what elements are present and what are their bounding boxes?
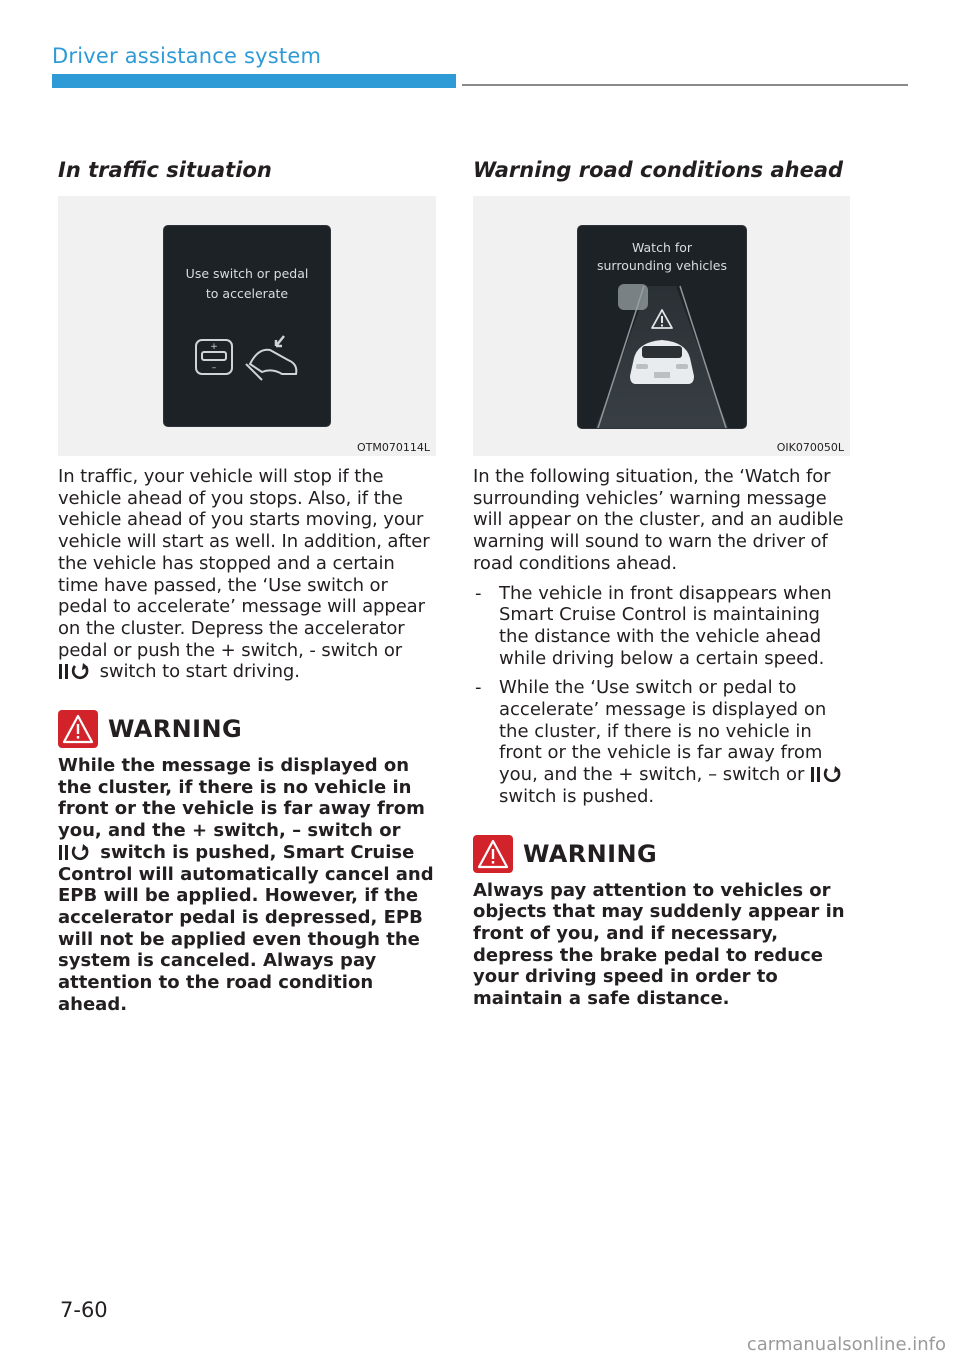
screen-message-line1: Watch for (631, 240, 693, 255)
watermark[interactable]: carmanualsonline.info (746, 1334, 946, 1355)
left-warning-text-start: While the message is displayed on the cluster, if there is no vehicle in front or the vehicle is far away from you, and the + switch, – switch or (58, 755, 425, 842)
driving-assist-switch-icon (810, 765, 846, 783)
left-warning-title: WARNING (108, 715, 243, 744)
left-paragraph (58, 466, 436, 683)
header-accent-bar (52, 74, 456, 88)
warning-triangle-icon (58, 710, 98, 748)
figure-code: OTM070114L (357, 441, 430, 454)
driving-assist-switch-icon (58, 843, 94, 861)
screen-message-line2: to accelerate (205, 286, 289, 301)
left-paragraph-text: In traffic, your vehicle will stop if the vehicle ahead of you stops. Also, if the vehicle ahead of you starts moving, your vehicle will start as well. In addition, after the vehicle has stopped and a certain time have passed, the ‘Use switch or pedal to accelerate’ message will appear on the cluster. Depress the accelerator pedal or push the + switch, - switch or (58, 466, 430, 661)
left-figure (58, 196, 436, 456)
header-rule (462, 84, 908, 86)
left-warning-header (58, 709, 436, 749)
warning-triangle-icon (473, 835, 513, 873)
right-warning-header (473, 834, 851, 874)
right-warning-text: Always pay attention to vehicles or objects that may suddenly appear in front of you, and if necessary, depress the brake pedal to reduce your driving speed in order to maintain a safe distance. (473, 879, 845, 1010)
right-warning-title: WARNING (523, 839, 658, 868)
bullet-text-start: While the ‘Use switch or pedal to accelerate’ message is displayed on the cluster, if there is no vehicle in front or the vehicle is far away from you, and the + switch, – switch or (499, 677, 827, 786)
left-paragraph-text-end: switch to start driving. (99, 661, 300, 683)
left-warning-text-end: switch is pushed, Smart Cruise Control will automatically cancel and EPB will be applied. However, if the accelerator pedal is depressed, EPB will not be applied even though the system is canceled. Always pay attention to the road condition ahead. (58, 841, 434, 1015)
list-item (473, 583, 851, 670)
left-warning-text (58, 755, 436, 1015)
list-item (473, 677, 851, 807)
bullet-dash: - (475, 582, 482, 604)
page-number: 7-60 (60, 1298, 108, 1322)
bullet-dash: - (475, 677, 482, 699)
screen-message-line1: Use switch or pedal (185, 266, 309, 281)
svg-text:+: + (210, 342, 218, 352)
road-scene-icon (578, 278, 746, 428)
bullet-text-end: switch is pushed. (499, 785, 655, 807)
figure-code: OIK070050L (776, 441, 844, 454)
switch-pedal-icon (192, 334, 312, 384)
left-heading: In traffic situation (58, 158, 272, 182)
screen-message-line2: surrounding vehicles (597, 258, 727, 273)
right-intro: In the following situation, the ‘Watch for surrounding vehicles’ warning message will appear on the cluster, and an audible warning will sound to warn the driver of road conditions ahead. (473, 466, 844, 574)
left-column (58, 158, 436, 1015)
svg-text:–: – (211, 363, 217, 373)
right-heading: Warning road conditions ahead (473, 158, 844, 182)
driving-assist-switch-icon (58, 662, 94, 680)
bullet-text: The vehicle in front disappears when Smart Cruise Control is maintaining the distance with the vehicle ahead while driving below a certain speed. (499, 582, 832, 669)
cluster-screen (164, 226, 330, 426)
cluster-screen (578, 226, 746, 428)
header-section-title: Driver assistance system (52, 44, 322, 68)
right-column (473, 158, 851, 1010)
right-figure (473, 196, 850, 456)
